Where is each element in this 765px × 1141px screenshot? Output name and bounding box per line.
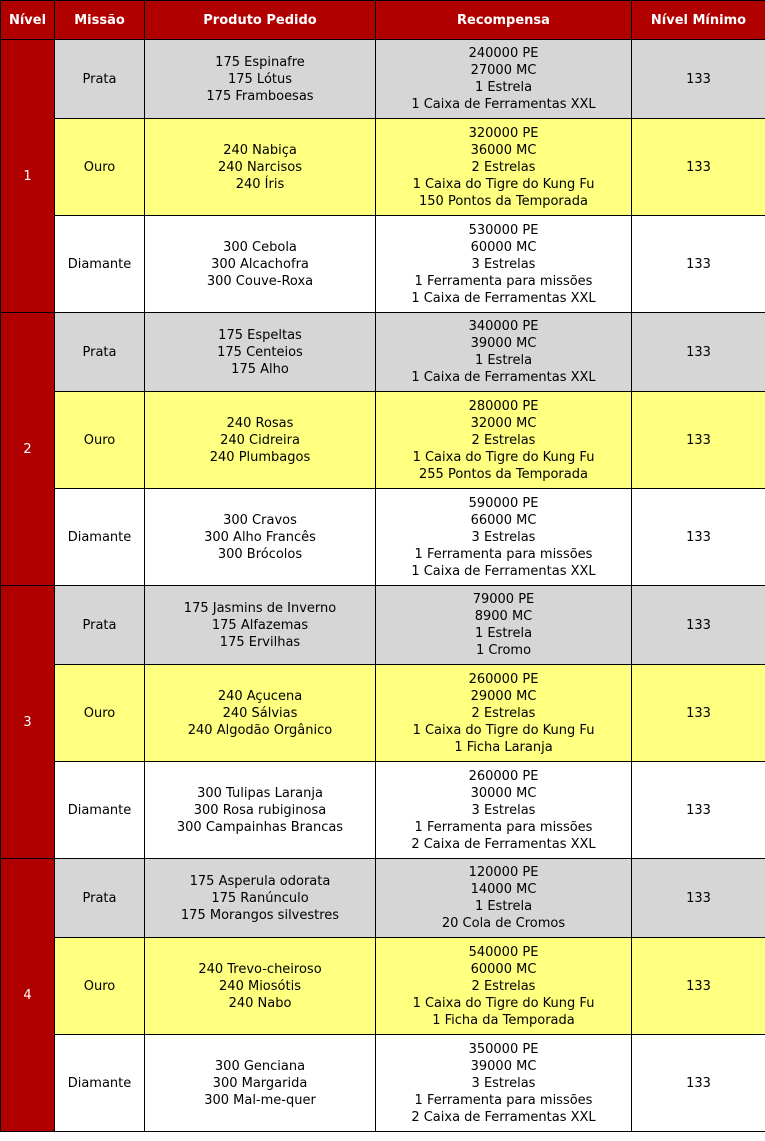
mission-cell: Prata (55, 586, 145, 665)
reward-line: 530000 PE (468, 222, 539, 238)
reward-line: 255 Pontos da Temporada (419, 466, 588, 482)
table-row (1, 489, 765, 586)
reward-line: 1 Caixa de Ferramentas XXL (411, 370, 596, 385)
product-line: 300 Rosa rubiginosa (193, 802, 327, 818)
product-line: 300 Genciana (214, 1058, 306, 1074)
product-line: 175 Ervilhas (219, 634, 301, 650)
table-row (1, 40, 765, 119)
reward-line: 66000 MC (470, 512, 537, 528)
product-line: 175 Jasmins de Inverno (183, 600, 337, 616)
mission-cell: Diamante (55, 762, 145, 859)
mission-cell: Ouro (55, 392, 145, 489)
reward-line: 60000 MC (470, 961, 537, 977)
reward-line: 590000 PE (468, 495, 539, 511)
products-cell (145, 586, 376, 665)
table-row (1, 665, 765, 762)
level-cell: 2 (1, 313, 55, 586)
rewards-cell (376, 665, 632, 762)
reward-line: 1 Estrela (474, 353, 533, 368)
reward-line: 20 Cola de Cromos (441, 916, 566, 931)
product-line: 175 Lótus (227, 71, 293, 87)
reward-line: 1 Caixa de Ferramentas XXL (411, 290, 596, 306)
product-line: 300 Tulipas Laranja (197, 785, 323, 801)
product-line: 240 Nabo (228, 995, 292, 1011)
product-line: 300 Couve-Roxa (206, 273, 314, 289)
reward-line: 240000 PE (468, 46, 539, 61)
header-mission: Missão (55, 1, 145, 40)
rewards-cell (376, 119, 632, 216)
reward-line: 1 Estrela (474, 899, 533, 914)
products-cell (145, 313, 376, 392)
product-line: 240 Plumbagos (209, 449, 311, 465)
reward-line: 39000 MC (470, 336, 537, 351)
reward-line: 2 Estrelas (471, 432, 536, 448)
reward-line: 79000 PE (472, 592, 535, 607)
reward-line: 29000 MC (470, 688, 537, 704)
products-cell (145, 938, 376, 1035)
table-row (1, 216, 765, 313)
mission-cell: Ouro (55, 119, 145, 216)
product-line: 175 Ranúnculo (211, 890, 309, 906)
product-line: 175 Framboesas (206, 88, 314, 104)
product-line: 175 Alho (231, 361, 289, 377)
product-line: 300 Alho Francês (204, 529, 316, 545)
reward-line: 280000 PE (468, 398, 539, 414)
reward-line: 39000 MC (470, 1058, 537, 1074)
reward-line: 350000 PE (468, 1041, 539, 1057)
mission-cell: Diamante (55, 1035, 145, 1132)
reward-line: 1 Cromo (475, 643, 532, 658)
reward-line: 2 Caixa de Ferramentas XXL (411, 1109, 596, 1125)
min-level-cell: 133 (632, 1035, 765, 1132)
reward-line: 1 Ferramenta para missões (414, 273, 593, 289)
reward-line: 60000 MC (470, 239, 537, 255)
mission-cell: Prata (55, 313, 145, 392)
reward-line: 1 Estrela (474, 626, 533, 641)
products-cell (145, 216, 376, 313)
mission-cell: Prata (55, 40, 145, 119)
product-line: 240 Narcisos (218, 159, 302, 175)
reward-line: 1 Estrela (474, 80, 533, 95)
mission-cell: Diamante (55, 489, 145, 586)
reward-line: 3 Estrelas (471, 529, 536, 545)
product-line: 300 Margarida (212, 1075, 308, 1091)
rewards-cell (376, 216, 632, 313)
table-row (1, 938, 765, 1035)
reward-line: 36000 MC (470, 142, 537, 158)
rewards-cell (376, 392, 632, 489)
reward-line: 1 Caixa de Ferramentas XXL (411, 97, 596, 112)
table-row (1, 392, 765, 489)
reward-line: 1 Ficha Laranja (454, 739, 553, 755)
products-cell (145, 40, 376, 119)
product-line: 240 Açucena (217, 688, 303, 704)
level-cell: 4 (1, 859, 55, 1132)
reward-line: 2 Estrelas (471, 705, 536, 721)
min-level-cell: 133 (632, 392, 765, 489)
reward-line: 3 Estrelas (471, 256, 536, 272)
reward-line: 3 Estrelas (471, 802, 536, 818)
products-cell (145, 489, 376, 586)
table-row (1, 586, 765, 665)
table-row (1, 859, 765, 938)
table-row (1, 762, 765, 859)
mission-cell: Prata (55, 859, 145, 938)
header-row (1, 1, 765, 40)
products-cell (145, 762, 376, 859)
reward-line: 540000 PE (468, 944, 539, 960)
reward-line: 1 Caixa do Tigre do Kung Fu (412, 722, 595, 738)
table-row (1, 119, 765, 216)
reward-line: 340000 PE (468, 319, 539, 334)
min-level-cell: 133 (632, 762, 765, 859)
min-level-cell: 133 (632, 40, 765, 119)
rewards-cell (376, 762, 632, 859)
product-line: 240 Rosas (226, 415, 294, 431)
min-level-cell: 133 (632, 216, 765, 313)
level-cell: 1 (1, 40, 55, 313)
product-line: 240 Sálvias (222, 705, 298, 721)
reward-line: 2 Estrelas (471, 159, 536, 175)
min-level-cell: 133 (632, 665, 765, 762)
header-products: Produto Pedido (145, 1, 376, 40)
rewards-cell (376, 586, 632, 665)
products-cell (145, 1035, 376, 1132)
reward-line: 2 Caixa de Ferramentas XXL (411, 836, 596, 852)
min-level-cell: 133 (632, 859, 765, 938)
products-cell (145, 665, 376, 762)
reward-line: 14000 MC (470, 882, 537, 897)
reward-line: 1 Ferramenta para missões (414, 1092, 593, 1108)
mission-cell: Ouro (55, 938, 145, 1035)
reward-line: 1 Caixa de Ferramentas XXL (411, 563, 596, 579)
products-cell (145, 859, 376, 938)
level-cell: 3 (1, 586, 55, 859)
mission-cell: Diamante (55, 216, 145, 313)
rewards-cell (376, 489, 632, 586)
product-line: 175 Morangos silvestres (180, 907, 340, 923)
rewards-cell (376, 313, 632, 392)
product-line: 240 Trevo-cheiroso (198, 961, 322, 977)
product-line: 300 Brócolos (217, 546, 303, 562)
reward-line: 1 Caixa do Tigre do Kung Fu (412, 449, 595, 465)
reward-line: 260000 PE (468, 671, 539, 687)
rewards-cell (376, 40, 632, 119)
reward-line: 320000 PE (468, 125, 539, 141)
product-line: 175 Centeios (217, 344, 303, 360)
min-level-cell: 133 (632, 938, 765, 1035)
product-line: 300 Alcachofra (211, 256, 309, 272)
header-rewards: Recompensa (376, 1, 632, 40)
reward-line: 8900 MC (474, 609, 533, 624)
min-level-cell: 133 (632, 119, 765, 216)
reward-line: 27000 MC (470, 63, 537, 78)
header-level: Nível (1, 1, 55, 40)
product-line: 175 Espeltas (218, 327, 302, 343)
reward-line: 1 Ferramenta para missões (414, 819, 593, 835)
product-line: 300 Cravos (223, 512, 297, 528)
min-level-cell: 133 (632, 586, 765, 665)
table-row (1, 313, 765, 392)
reward-line: 30000 MC (470, 785, 537, 801)
product-line: 300 Campainhas Brancas (176, 819, 344, 835)
min-level-cell: 133 (632, 489, 765, 586)
reward-line: 120000 PE (468, 865, 539, 880)
products-cell (145, 119, 376, 216)
product-line: 175 Alfazemas (211, 617, 309, 633)
product-line: 175 Espinafre (215, 54, 305, 70)
product-line: 240 Nabiça (223, 142, 297, 158)
table-body (1, 40, 765, 1132)
reward-line: 32000 MC (470, 415, 537, 431)
mission-cell: Ouro (55, 665, 145, 762)
product-line: 240 Algodão Orgânico (187, 722, 333, 738)
rewards-cell (376, 1035, 632, 1132)
reward-line: 1 Caixa do Tigre do Kung Fu (412, 995, 595, 1011)
product-line: 240 Cidreira (220, 432, 300, 448)
table-row (1, 1035, 765, 1132)
product-line: 240 Íris (235, 176, 285, 192)
products-cell (145, 392, 376, 489)
reward-line: 1 Caixa do Tigre do Kung Fu (412, 176, 595, 192)
reward-line: 1 Ficha da Temporada (432, 1012, 575, 1028)
reward-line: 260000 PE (468, 768, 539, 784)
reward-line: 2 Estrelas (471, 978, 536, 994)
rewards-cell (376, 938, 632, 1035)
product-line: 300 Mal-me-quer (204, 1092, 316, 1108)
header-min-level: Nível Mínimo (632, 1, 765, 40)
reward-line: 150 Pontos da Temporada (419, 193, 588, 209)
product-line: 175 Asperula odorata (189, 873, 331, 889)
min-level-cell: 133 (632, 313, 765, 392)
reward-line: 3 Estrelas (471, 1075, 536, 1091)
product-line: 300 Cebola (223, 239, 297, 255)
rewards-cell (376, 859, 632, 938)
product-line: 240 Miosótis (219, 978, 301, 994)
reward-line: 1 Ferramenta para missões (414, 546, 593, 562)
